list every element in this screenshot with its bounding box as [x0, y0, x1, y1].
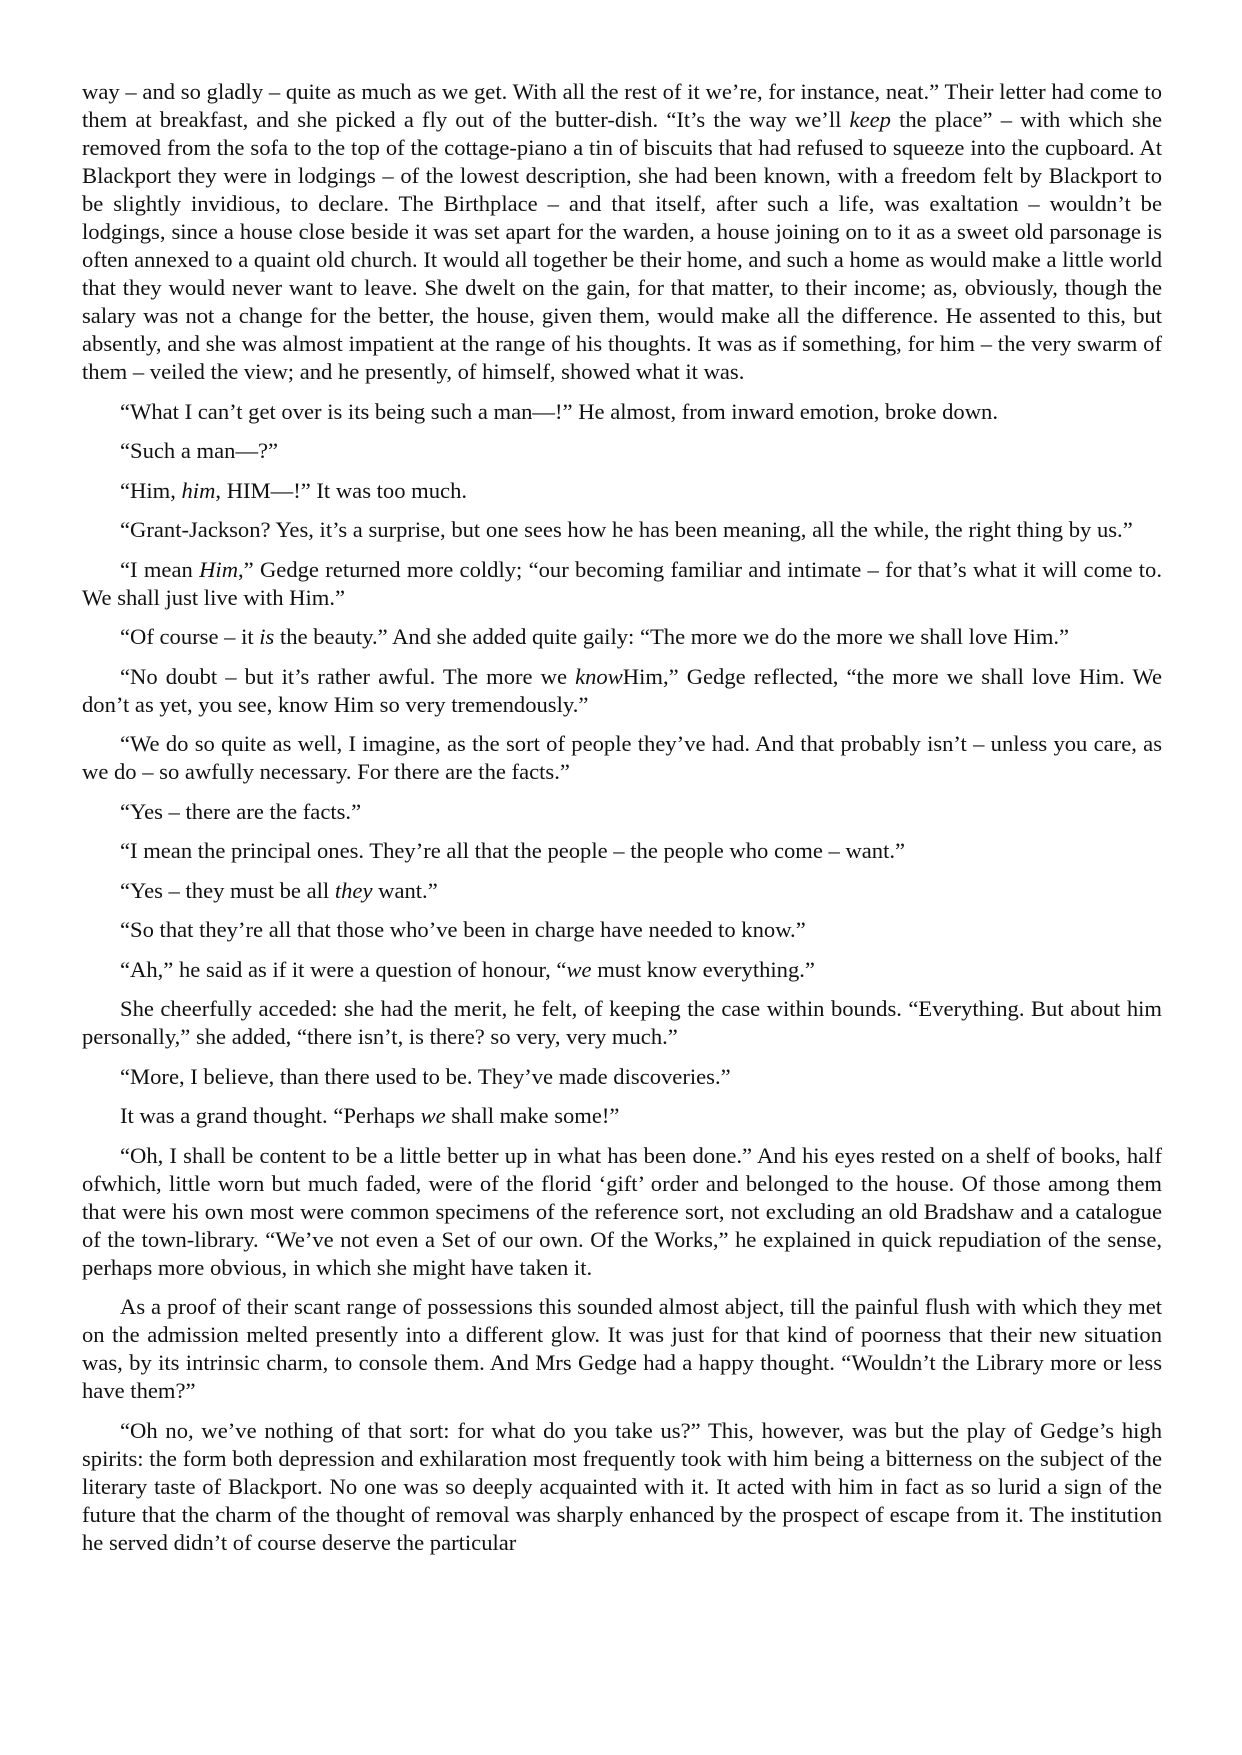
body-paragraph: [82, 623, 1162, 651]
text-run: “Of course – it: [120, 624, 260, 649]
text-run: , HIM—!” It was too much.: [215, 477, 468, 503]
text-run: the beauty.” And she added quite gaily: “The more we do the more we shall love Him.”: [274, 624, 1070, 649]
italic-text: Him: [199, 556, 239, 582]
body-paragraph: [82, 956, 1162, 984]
text-run: “Grant-Jackson? Yes, it’s a surprise, but one sees how he has been meaning, all the while, the right thing by us.”: [120, 517, 1133, 542]
text-run: “So that they’re all that those who’ve been in charge have needed to know.”: [120, 917, 806, 942]
body-paragraph: [82, 730, 1162, 786]
text-run: shall make some!”: [445, 1103, 620, 1128]
text-run: “Yes – there are the facts.”: [120, 798, 362, 824]
text-run: “What I can’t get over is its being such a man—!” He almost, from inward emotion, broke down.: [120, 398, 998, 424]
text-run: As a proof of their scant range of possessions this sounded almost abject, till the painful flush with which they met on the admission melted presently into a different glow. It was just for that kind of poorness that their new situation was, by its intrinsic charm, to console them. And Mrs Gedge had a happy thought. “Wouldn’t the Library more or less have them?”: [82, 1294, 1162, 1403]
text-run: “Oh, I shall be content to be a little better up in what has been done.” And his eyes rested on a shelf of books, half ofwhich, little worn but much faded, were of the florid ‘gift’ order and belonged to the house. Of those among them that were his own most were common specimens of the reference sort, not excluding an old Bradshaw and a catalogue of the town-library. “We’ve not even a Set of our own. Of the Works,” he explained in quick repudiation of the sense, perhaps more obvious, in which she might have taken it.: [82, 1142, 1162, 1280]
italic-text: know: [575, 663, 623, 689]
body-paragraph: [82, 1417, 1162, 1557]
body-paragraph: [82, 437, 1162, 465]
body-paragraph: [82, 477, 1162, 505]
text-run: It was a grand thought. “Perhaps: [120, 1103, 421, 1128]
text-run: “More, I believe, than there used to be. They’ve made discoveries.”: [120, 1063, 731, 1089]
text-run: “No doubt – but it’s rather awful. The more we: [120, 663, 576, 689]
body-paragraph: [82, 877, 1162, 905]
text-run: “Such a man—?”: [120, 438, 279, 463]
body-paragraph: [82, 995, 1162, 1051]
italic-text: keep: [849, 107, 891, 132]
text-run: “Him,: [120, 477, 182, 503]
text-run: way – and so gladly – quite as much as we get. With all the rest of it we’re, for instance, neat.” Their letter had come to them at breakfast, and she picked a fly out of the butter-dish. “It’s the way we’ll: [82, 79, 1162, 132]
text-run: “Yes – they must be all: [120, 877, 335, 903]
text-run: the place” – with which she removed from the sofa to the top of the cottage-piano a tin of biscuits that had refused to squeeze into the cupboard. At Blackport they were in lodgings – of the lowest description, she had been known, with a freedom felt by Blackport to be slightly invidious, to declare. The Birthplace – and that itself, after such a life, was exaltation – wouldn’t be lodgings, since a house close beside it was set apart for the warden, a house joining on to it as a sweet old parsonage is often annexed to a quaint old church. It would all together be their home, and such a home as would make a little world that they would never want to leave. She dwelt on the gain, for that matter, to their income; as, obviously, though the salary was not a change for the better, the house, given them, would make all the difference. He assented to this, but absently, and she was almost impatient at the range of his thoughts. It was as if something, for him – the very swarm of them – veiled the view; and he presently, of himself, showed what it was.: [82, 107, 1162, 384]
body-paragraph: [82, 837, 1162, 865]
italic-text: we: [566, 956, 592, 982]
body-paragraph: [82, 516, 1162, 544]
document-page: [82, 78, 1162, 1568]
body-paragraph: [82, 798, 1162, 826]
italic-text: is: [259, 624, 275, 649]
body-paragraph: [82, 1102, 1162, 1130]
text-run: ,” Gedge returned more coldly; “our becoming familiar and intimate – for that’s what it will come to. We shall just live with Him.”: [82, 556, 1163, 610]
text-run: “Ah,” he said as if it were a question of honour, “: [120, 956, 567, 982]
italic-text: they: [334, 877, 373, 903]
text-run: “I mean: [120, 556, 200, 582]
body-paragraph: [82, 556, 1162, 612]
text-run: want.”: [372, 877, 438, 903]
body-paragraph: [82, 78, 1162, 386]
body-paragraph: [82, 1063, 1162, 1091]
text-run: She cheerfully acceded: she had the merit, he felt, of keeping the case within bounds. “Everything. But about him personally,” she added, “there isn’t, is there? so very, very much.”: [82, 996, 1162, 1049]
text-run: Him,” Gedge reflected, “the more we shall love Him. We don’t as yet, you see, know Him so very tremendously.”: [82, 663, 1162, 717]
body-paragraph: [82, 1293, 1162, 1405]
text-run: must know everything.”: [591, 956, 815, 982]
body-paragraph: [82, 1142, 1162, 1282]
body-paragraph: [82, 398, 1162, 426]
text-run: “Oh no, we’ve nothing of that sort: for what do you take us?” This, however, was but the play of Gedge’s high spirits: the form both depression and exhilaration most frequently took with him being a bitterness on the subject of the literary taste of Blackport. No one was so deeply acquainted with it. It acted with him in fact as so lurid a sign of the future that the charm of the thought of removal was sharply enhanced by the prospect of escape from it. The institution he served didn’t of course deserve the particular: [82, 1417, 1162, 1555]
italic-text: we: [420, 1103, 446, 1128]
text-run: “We do so quite as well, I imagine, as the sort of people they’ve had. And that probably isn’t – unless you care, as we do – so awfully necessary. For there are the facts.”: [82, 731, 1162, 784]
body-paragraph: [82, 663, 1162, 719]
text-run: “I mean the principal ones. They’re all that the people – the people who come – want.”: [120, 838, 906, 863]
italic-text: him: [181, 477, 216, 503]
body-paragraph: [82, 916, 1162, 944]
